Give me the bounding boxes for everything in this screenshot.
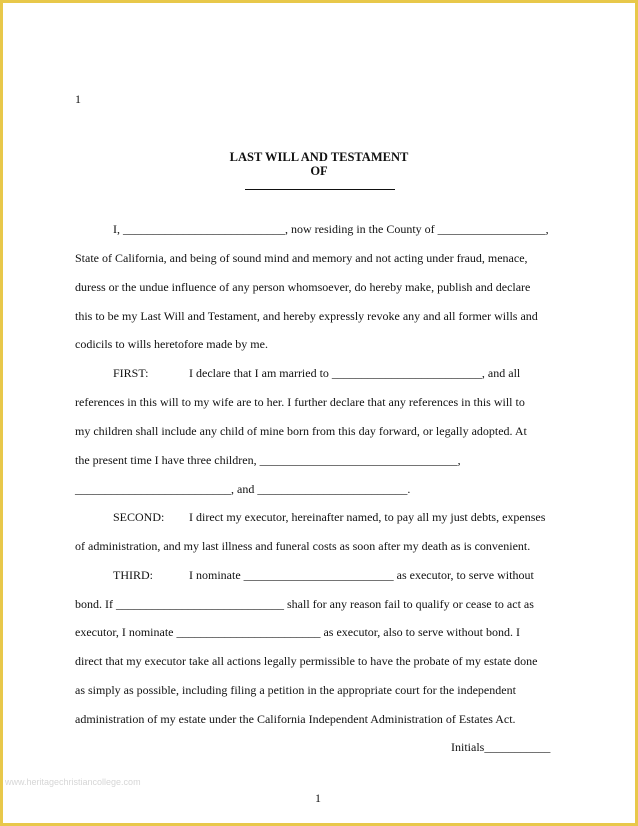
first-text: I declare that I am married to _________________________, and all: [189, 366, 521, 380]
testator-name-blank: [245, 189, 395, 190]
intro-line: codicils to wills heretofore made by me.: [75, 337, 268, 351]
title-line-1: LAST WILL AND TESTAMENT: [229, 150, 409, 164]
first-clause-line: the present time I have three children, _________________________________,: [75, 453, 461, 467]
second-clause-line: of administration, and my last illness and funeral costs as soon after my death as is convenient.: [75, 539, 531, 553]
intro-line: State of California, and being of sound mind and memory and not acting under fraud, menace,: [75, 251, 528, 265]
intro-line: duress or the undue influence of any person whomsoever, do hereby make, publish and declare: [75, 280, 531, 294]
third-clause-line: [113, 568, 534, 583]
watermark: www.heritagechristiancollege.com: [5, 777, 141, 787]
first-clause-line: [113, 366, 520, 381]
first-clause-line: references in this will to my wife are to her. I further declare that any references in this will to: [75, 395, 525, 409]
third-clause-line: bond. If ____________________________ shall for any reason fail to qualify or cease to act as: [75, 597, 534, 611]
third-label: THIRD:: [113, 568, 153, 582]
third-text: I nominate _________________________ as executor, to serve without: [189, 568, 534, 582]
document-title: [3, 150, 635, 178]
first-clause-line: my children shall include any child of mine born from this day forward, or legally adopted. At: [75, 424, 527, 438]
second-label: SECOND:: [113, 510, 165, 524]
third-clause-line: as simply as possible, including filing a petition in the appropriate court for the independent: [75, 683, 516, 697]
third-clause-line: executor, I nominate ________________________ as executor, also to serve without bond. I: [75, 625, 520, 639]
first-label: FIRST:: [113, 366, 149, 380]
third-clause-line: administration of my estate under the California Independent Administration of Estates Act.: [75, 712, 516, 726]
first-clause-line: __________________________, and _________________________.: [75, 482, 411, 496]
document-page: [3, 3, 635, 823]
intro-line: this to be my Last Will and Testament, and hereby expressly revoke any and all former wills and: [75, 309, 538, 323]
third-clause-line: direct that my executor take all actions legally permissible to have the probate of my estate done: [75, 654, 538, 668]
line-number: 1: [75, 92, 81, 106]
second-clause-line: [113, 510, 545, 525]
initials-field: Initials___________: [451, 740, 551, 754]
intro-line: I, ___________________________, now residing in the County of __________________,: [113, 222, 549, 236]
title-line-2: OF: [310, 164, 328, 178]
second-text: I direct my executor, hereinafter named, to pay all my just debts, expenses: [189, 510, 546, 524]
page-number: 1: [315, 791, 321, 805]
